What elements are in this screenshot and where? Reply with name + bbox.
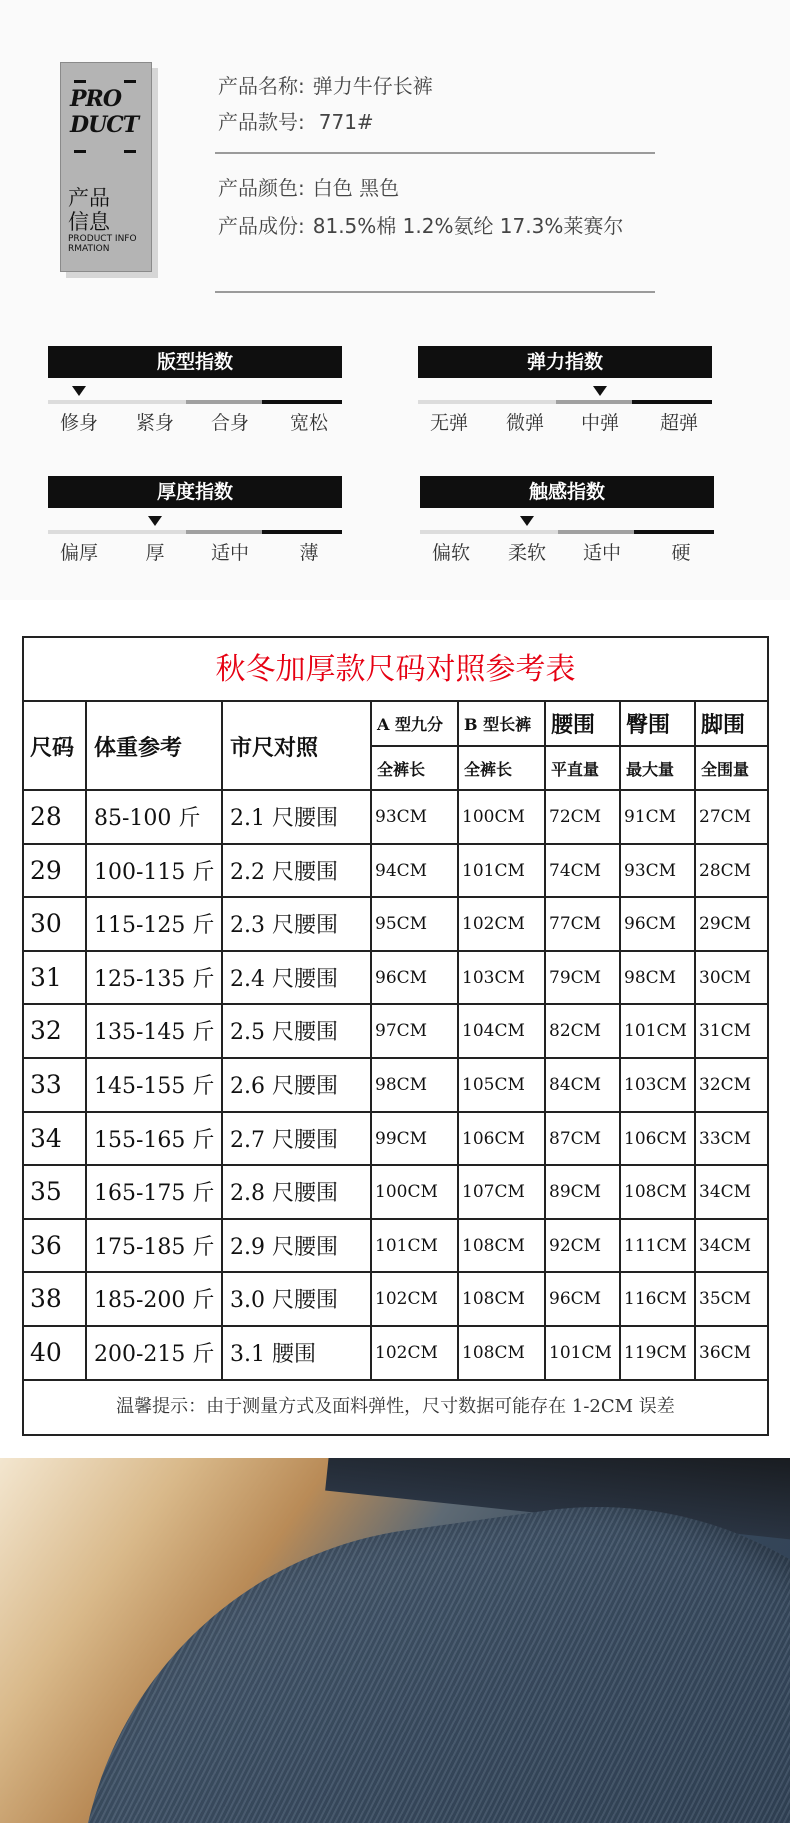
product-composition-value: 81.5%棉 1.2%氨纶 17.3%莱赛尔 <box>312 214 624 238</box>
tag-logo-line2: DUCT <box>70 112 139 138</box>
stretch-index-segment <box>556 400 632 404</box>
size-chart-title: 秋冬加厚款尺码对照参考表 <box>24 638 767 702</box>
b-length-cell: 108CM <box>462 1235 525 1256</box>
hip-cell: 106CM <box>624 1128 687 1149</box>
waist-chi-cell: 2.6 尺腰围 <box>230 1074 338 1100</box>
waist-cell: 79CM <box>549 967 602 988</box>
fit-index-gauge <box>48 346 342 436</box>
b-length-cell: 106CM <box>462 1128 525 1149</box>
hip-cell: 91CM <box>624 806 677 827</box>
stretch-index-gauge <box>418 346 712 436</box>
fit-index-segment <box>48 400 110 404</box>
thickness-index-option: 适中 <box>210 542 249 564</box>
header-waist: 腰围 <box>551 712 596 738</box>
hip-cell: 93CM <box>624 860 677 881</box>
b-length-cell: 101CM <box>462 860 525 881</box>
hip-cell: 116CM <box>624 1288 687 1309</box>
weight-cell: 100-115 斤 <box>94 860 215 886</box>
tag-label-cn-2: 信息 <box>68 210 110 234</box>
thickness-index-option: 偏厚 <box>59 542 98 564</box>
fit-index-segment <box>110 400 186 404</box>
size-cell: 36 <box>30 1231 62 1261</box>
b-length-cell: 100CM <box>462 806 525 827</box>
ankle-cell: 27CM <box>699 806 752 827</box>
thickness-index-segment <box>186 530 262 534</box>
weight-cell: 185-200 斤 <box>94 1288 215 1314</box>
thickness-index-bar <box>48 530 342 534</box>
b-length-cell: 108CM <box>462 1342 525 1363</box>
thickness-index-segment <box>48 530 110 534</box>
fit-index-option: 紧身 <box>135 412 174 434</box>
ankle-cell: 30CM <box>699 967 752 988</box>
ankle-cell: 31CM <box>699 1020 752 1041</box>
header-hip: 臀围 <box>626 712 671 738</box>
tag-label-en: PRODUCT INFO RMATION <box>68 234 137 254</box>
weight-cell: 135-145 斤 <box>94 1020 215 1046</box>
header-weight: 体重参考 <box>94 734 183 761</box>
size-cell: 40 <box>30 1338 62 1368</box>
a-length-cell: 101CM <box>375 1235 438 1256</box>
waist-cell: 89CM <box>549 1181 602 1202</box>
size-cell: 28 <box>30 802 62 832</box>
header-b-type: B 型长裤 <box>464 715 532 734</box>
waist-chi-cell: 2.2 尺腰围 <box>230 860 338 886</box>
ankle-cell: 34CM <box>699 1235 752 1256</box>
a-length-cell: 100CM <box>375 1181 438 1202</box>
b-length-cell: 107CM <box>462 1181 525 1202</box>
size-cell: 33 <box>30 1070 62 1100</box>
product-color-value: 白色 黑色 <box>312 176 400 200</box>
waist-chi-cell: 2.7 尺腰围 <box>230 1128 338 1154</box>
weight-cell: 165-175 斤 <box>94 1181 215 1207</box>
b-length-cell: 102CM <box>462 913 525 934</box>
waist-chi-cell: 2.1 尺腰围 <box>230 806 338 832</box>
thickness-index-marker-icon <box>148 516 162 526</box>
header-ankle: 脚围 <box>701 712 746 738</box>
waist-chi-cell: 2.9 尺腰围 <box>230 1235 338 1261</box>
a-length-cell: 98CM <box>375 1074 428 1095</box>
touch-index-option: 适中 <box>582 542 621 564</box>
product-style-value: 771# <box>318 110 374 134</box>
size-chart-note: 温馨提示：由于测量方式及面料弹性，尺寸数据可能存在 1-2CM 误差 <box>116 1396 675 1417</box>
fit-index-bar <box>48 400 342 404</box>
thickness-index-segment <box>110 530 186 534</box>
thickness-index-title: 厚度指数 <box>48 476 342 508</box>
touch-index-labels <box>420 538 714 566</box>
waist-chi-cell: 3.1 腰围 <box>230 1342 316 1368</box>
fit-index-segment <box>186 400 262 404</box>
touch-index-option: 硬 <box>671 542 691 564</box>
a-length-cell: 102CM <box>375 1288 438 1309</box>
size-cell: 38 <box>30 1284 62 1314</box>
waist-cell: 87CM <box>549 1128 602 1149</box>
fabric-closeup-photo <box>0 1458 790 1823</box>
touch-index-option: 柔软 <box>507 542 546 564</box>
product-info-section <box>0 0 790 600</box>
thickness-index-gauge <box>48 476 342 566</box>
stretch-index-bar <box>418 400 712 404</box>
fit-index-marker-icon <box>72 386 86 396</box>
touch-index-gauge <box>420 476 714 566</box>
waist-cell: 74CM <box>549 860 602 881</box>
waist-cell: 84CM <box>549 1074 602 1095</box>
tag-label-cn-1: 产品 <box>68 186 110 210</box>
stretch-index-segment <box>632 400 712 404</box>
thickness-index-option: 薄 <box>299 542 319 564</box>
product-name-row <box>218 70 433 99</box>
weight-cell: 145-155 斤 <box>94 1074 215 1100</box>
weight-cell: 155-165 斤 <box>94 1128 215 1154</box>
product-info-tag <box>60 62 170 282</box>
info-divider <box>215 291 655 293</box>
waist-cell: 96CM <box>549 1288 602 1309</box>
waist-cell: 72CM <box>549 806 602 827</box>
size-cell: 30 <box>30 909 62 939</box>
stretch-index-option: 无弹 <box>429 412 468 434</box>
waist-chi-cell: 2.5 尺腰围 <box>230 1020 338 1046</box>
thickness-index-option: 厚 <box>145 542 165 564</box>
ankle-cell: 36CM <box>699 1342 752 1363</box>
product-name-value: 弹力牛仔长裤 <box>312 74 433 98</box>
a-length-cell: 102CM <box>375 1342 438 1363</box>
stretch-index-option: 中弹 <box>580 412 619 434</box>
info-divider <box>215 152 655 154</box>
weight-cell: 175-185 斤 <box>94 1235 215 1261</box>
ankle-cell: 29CM <box>699 913 752 934</box>
hip-cell: 111CM <box>624 1235 687 1256</box>
fit-index-option: 修身 <box>59 412 98 434</box>
waist-chi-cell: 2.4 尺腰围 <box>230 967 338 993</box>
touch-index-segment <box>482 530 558 534</box>
hip-cell: 119CM <box>624 1342 687 1363</box>
touch-index-segment <box>634 530 714 534</box>
stretch-index-title: 弹力指数 <box>418 346 712 378</box>
product-name-label: 产品名称: <box>218 74 305 98</box>
a-length-cell: 94CM <box>375 860 428 881</box>
touch-index-segment <box>420 530 482 534</box>
hip-cell: 103CM <box>624 1074 687 1095</box>
table-column-line <box>544 702 546 1380</box>
product-color-label: 产品颜色: <box>218 176 305 200</box>
a-length-cell: 95CM <box>375 913 428 934</box>
product-color-row <box>218 172 399 201</box>
waist-chi-cell: 2.3 尺腰围 <box>230 913 338 939</box>
touch-index-title: 触感指数 <box>420 476 714 508</box>
stretch-index-option: 超弹 <box>659 412 698 434</box>
thickness-index-segment <box>262 530 342 534</box>
stretch-index-segment <box>480 400 556 404</box>
touch-index-marker-icon <box>520 516 534 526</box>
size-chart-table <box>22 636 769 1436</box>
fit-index-option: 合身 <box>210 412 249 434</box>
header-ankle-sub: 全围量 <box>701 760 750 779</box>
b-length-cell: 104CM <box>462 1020 525 1041</box>
waist-cell: 92CM <box>549 1235 602 1256</box>
stretch-index-marker-icon <box>593 386 607 396</box>
touch-index-option: 偏软 <box>431 542 470 564</box>
header-b-sub: 全裤长 <box>464 760 513 779</box>
stretch-index-option: 微弹 <box>505 412 544 434</box>
fit-index-segment <box>262 400 342 404</box>
product-style-label: 产品款号: <box>218 110 305 134</box>
a-length-cell: 97CM <box>375 1020 428 1041</box>
ankle-cell: 35CM <box>699 1288 752 1309</box>
ankle-cell: 28CM <box>699 860 752 881</box>
header-waist-chi: 市尺对照 <box>230 734 319 761</box>
fit-index-labels <box>48 408 342 436</box>
size-cell: 32 <box>30 1016 62 1046</box>
table-column-line <box>694 702 696 1380</box>
a-length-cell: 99CM <box>375 1128 428 1149</box>
hip-cell: 101CM <box>624 1020 687 1041</box>
a-length-cell: 93CM <box>375 806 428 827</box>
header-a-type: A 型九分 <box>377 715 443 734</box>
table-column-line <box>85 702 87 1380</box>
size-cell: 31 <box>30 963 62 993</box>
hip-cell: 96CM <box>624 913 677 934</box>
hip-cell: 98CM <box>624 967 677 988</box>
ankle-cell: 32CM <box>699 1074 752 1095</box>
stretch-index-labels <box>418 408 712 436</box>
weight-cell: 85-100 斤 <box>94 806 201 832</box>
size-cell: 29 <box>30 856 62 886</box>
weight-cell: 115-125 斤 <box>94 913 215 939</box>
header-a-sub: 全裤长 <box>377 760 426 779</box>
stretch-index-segment <box>418 400 480 404</box>
waist-chi-cell: 3.0 尺腰围 <box>230 1288 338 1314</box>
weight-cell: 200-215 斤 <box>94 1342 215 1368</box>
b-length-cell: 108CM <box>462 1288 525 1309</box>
tag-dash <box>124 80 136 83</box>
weight-cell: 125-135 斤 <box>94 967 215 993</box>
b-length-cell: 105CM <box>462 1074 525 1095</box>
tag-dash <box>74 80 86 83</box>
waist-cell: 77CM <box>549 913 602 934</box>
waist-chi-cell: 2.8 尺腰围 <box>230 1181 338 1207</box>
product-composition-label: 产品成份: <box>218 214 305 238</box>
hip-cell: 108CM <box>624 1181 687 1202</box>
size-cell: 35 <box>30 1177 62 1207</box>
tag-logo-line1: PRO <box>70 86 121 112</box>
touch-index-segment <box>558 530 634 534</box>
ankle-cell: 33CM <box>699 1128 752 1149</box>
table-column-line <box>619 702 621 1380</box>
waist-cell: 82CM <box>549 1020 602 1041</box>
fit-index-title: 版型指数 <box>48 346 342 378</box>
tag-dash <box>74 150 86 153</box>
size-cell: 34 <box>30 1124 62 1154</box>
tag-dash <box>124 150 136 153</box>
header-size: 尺码 <box>30 734 75 761</box>
product-style-row <box>218 106 374 135</box>
ankle-cell: 34CM <box>699 1181 752 1202</box>
touch-index-bar <box>420 530 714 534</box>
product-composition-row <box>218 210 623 239</box>
table-column-line <box>457 702 459 1380</box>
a-length-cell: 96CM <box>375 967 428 988</box>
b-length-cell: 103CM <box>462 967 525 988</box>
waist-cell: 101CM <box>549 1342 612 1363</box>
fit-index-option: 宽松 <box>289 412 328 434</box>
header-hip-sub: 最大量 <box>626 760 675 779</box>
thickness-index-labels <box>48 538 342 566</box>
header-waist-sub: 平直量 <box>551 760 600 779</box>
